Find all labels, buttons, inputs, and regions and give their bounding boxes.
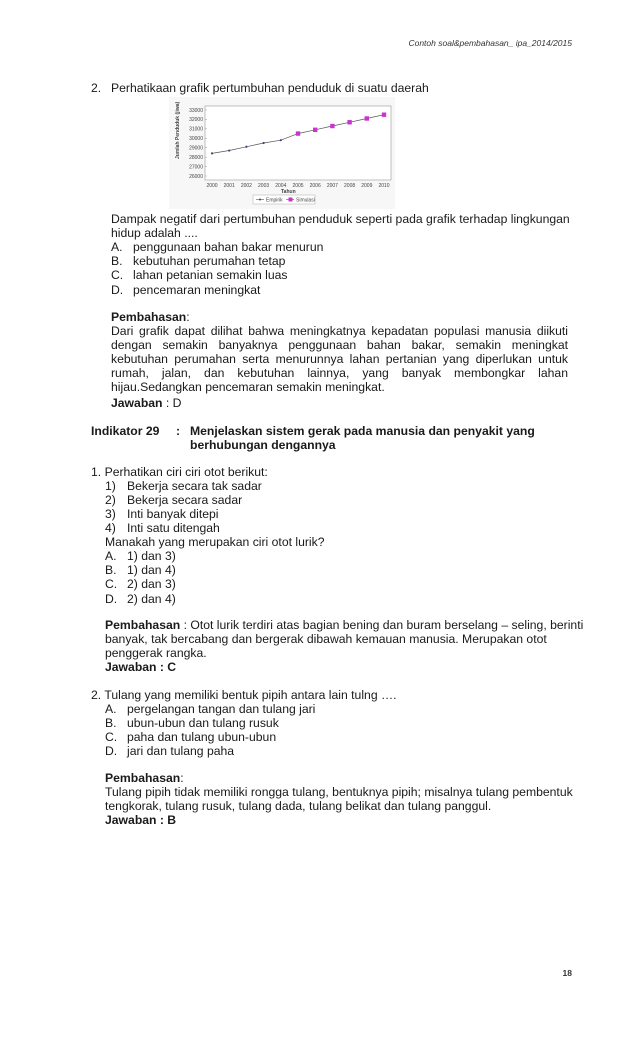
indikator-line: Menjelaskan sistem gerak pada manusia dan penyakit yang bbox=[190, 424, 535, 438]
answer: Jawaban : C bbox=[105, 660, 177, 674]
list-item: 2) Bekerja secara sadar bbox=[105, 493, 243, 507]
data-point bbox=[347, 120, 351, 124]
list-item: 4) Inti satu ditengah bbox=[105, 521, 220, 535]
x-tick-label: 2010 bbox=[378, 183, 390, 189]
running-header: Contoh soal&pembahasan_ ipa_2014/2015 bbox=[408, 38, 572, 48]
data-point bbox=[228, 149, 230, 151]
x-tick-label: 2007 bbox=[326, 183, 338, 189]
question-text: Manakah yang merupakan ciri otot lurik? bbox=[105, 535, 325, 549]
data-point bbox=[263, 142, 265, 144]
list-item: 1) Bekerja secara tak sadar bbox=[105, 479, 262, 493]
data-point bbox=[382, 113, 386, 117]
option-c: C. paha dan tulang ubun-ubun bbox=[105, 730, 277, 744]
x-tick-label: 2005 bbox=[292, 183, 304, 189]
y-tick-label: 26000 bbox=[189, 173, 203, 180]
question-line: hidup adalah .... bbox=[111, 226, 198, 240]
option-a: A. 1) dan 3) bbox=[105, 549, 176, 563]
option-d: D. 2) dan 4) bbox=[105, 592, 176, 606]
y-tick-label: 32000 bbox=[189, 117, 203, 124]
x-axis-ticks bbox=[206, 183, 389, 189]
x-tick-label: 2009 bbox=[361, 183, 373, 189]
discussion-text: Dari grafik dapat dilihat bahwa meningkatnya kepadatan populasi manusia diikuti dengan semakin banyaknya penggunaan bahan bakar, semakin meningkat kebutuhan perumahan serta menurunnya lahan pertanian yang diperlukan untuk rumah, jalan, dan kebutuhan lainnya, yang banyak membongkar lahan hijau.Sedangkan pencemaran semakin meningkat. bbox=[111, 324, 568, 394]
data-point bbox=[211, 152, 213, 154]
indikator-label: Indikator 29 bbox=[91, 424, 160, 438]
option-d: D. pencemaran meningkat bbox=[111, 283, 261, 297]
option-b: B. 1) dan 4) bbox=[105, 563, 176, 577]
x-tick-label: 2001 bbox=[223, 183, 235, 189]
question-line: Dampak negatif dari pertumbuhan penduduk seperti pada grafik terhadap lingkungan bbox=[111, 212, 570, 226]
question-number: 2. bbox=[91, 81, 102, 95]
y-tick-label: 31000 bbox=[189, 126, 203, 133]
x-tick-label: 2000 bbox=[206, 183, 218, 189]
data-point bbox=[280, 139, 282, 141]
discussion-line: banyak, tak bercabang dan bergerak dibawah kemauan manusia. Merupakan otot bbox=[105, 632, 547, 646]
data-point bbox=[245, 146, 247, 148]
question-header: 1. Perhatikan ciri ciri otot berikut: bbox=[91, 465, 268, 479]
y-tick-label: 27000 bbox=[189, 164, 203, 171]
list-item: 3) Inti banyak ditepi bbox=[105, 507, 219, 521]
x-axis-label: Tahun bbox=[281, 189, 296, 195]
question-text bbox=[111, 212, 568, 240]
legend-label: Simulasi bbox=[296, 197, 315, 204]
option-c: C. lahan petanian semakin luas bbox=[111, 268, 288, 282]
data-point bbox=[313, 128, 317, 132]
legend-marker bbox=[259, 199, 261, 201]
y-tick-label: 33000 bbox=[189, 107, 203, 114]
x-tick-label: 2006 bbox=[309, 183, 321, 189]
discussion-line: tengkorak, tulang rusuk, tulang dada, tulang belikat dan tulang panggul. bbox=[105, 799, 492, 813]
answer: Jawaban : B bbox=[105, 813, 177, 827]
data-point bbox=[365, 116, 369, 120]
y-tick-label: 28000 bbox=[189, 154, 203, 161]
discussion-heading: Pembahasan: bbox=[105, 771, 184, 785]
option-a: A. pergelangan tangan dan tulang jari bbox=[105, 702, 316, 716]
option-b: B. kebutuhan perumahan tetap bbox=[111, 254, 286, 268]
indikator-line: berhubungan dengannya bbox=[190, 438, 336, 452]
question-header: 2. Tulang yang memiliki bentuk pipih antara lain tulng …. bbox=[91, 688, 397, 702]
plot-area bbox=[205, 106, 391, 180]
question-stem: Perhatikaan grafik pertumbuhan penduduk di suatu daerah bbox=[111, 81, 429, 95]
discussion-line: Pembahasan : Otot lurik terdiri atas bagian bening dan buram berselang – seling, berinti bbox=[105, 618, 584, 632]
population-chart bbox=[169, 97, 395, 209]
answer: Jawaban : D bbox=[111, 396, 182, 410]
x-tick-label: 2004 bbox=[275, 183, 287, 189]
x-tick-label: 2008 bbox=[344, 183, 356, 189]
data-point bbox=[330, 124, 334, 128]
option-c: C. 2) dan 3) bbox=[105, 577, 176, 591]
discussion-line: Tulang pipih tidak memiliki rongga tulang, bentuknya pipih; misalnya tulang pembentuk bbox=[105, 785, 573, 799]
option-d: D. jari dan tulang paha bbox=[105, 744, 235, 758]
discussion-heading: Pembahasan: bbox=[111, 310, 190, 324]
y-tick-label: 30000 bbox=[189, 136, 203, 143]
option-b: B. ubun-ubun dan tulang rusuk bbox=[105, 716, 279, 730]
indikator-separator: : bbox=[176, 424, 181, 438]
page-number: 18 bbox=[562, 968, 572, 978]
option-a: A. penggunaan bahan bakar menurun bbox=[111, 240, 324, 254]
x-tick-label: 2003 bbox=[258, 183, 270, 189]
legend-marker bbox=[289, 198, 293, 202]
y-axis-label: Jumlah Penduduk (jiwa) bbox=[175, 101, 181, 159]
y-tick-label: 29000 bbox=[189, 145, 203, 152]
chart-legend bbox=[253, 195, 315, 204]
x-tick-label: 2002 bbox=[240, 183, 252, 189]
legend-label: Empirik bbox=[266, 197, 283, 204]
discussion-line: penggerak rangka. bbox=[105, 646, 207, 660]
data-point bbox=[296, 131, 300, 135]
